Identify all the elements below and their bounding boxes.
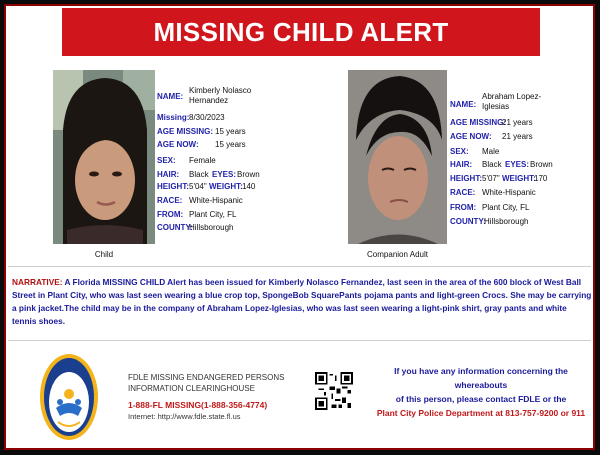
field-value: 5'07" bbox=[482, 174, 500, 183]
field-label: HEIGHT: bbox=[450, 174, 482, 183]
field-label: SEX: bbox=[157, 156, 176, 165]
hotline-number: 1-888-FL MISSING(1-888-356-4774) bbox=[128, 400, 268, 410]
companion-info bbox=[450, 88, 590, 238]
field-label: COUNTY: bbox=[450, 217, 486, 226]
field-value: Black bbox=[482, 160, 502, 169]
field-value: Hillsborough bbox=[484, 217, 529, 226]
companion-name: Abraham Lopez-Iglesias bbox=[482, 92, 542, 111]
child-name: Kimberly Nolasco Hernandez bbox=[189, 86, 252, 105]
field-value: Brown bbox=[237, 170, 260, 179]
field-label: Missing: bbox=[157, 113, 190, 122]
fdle-info bbox=[128, 372, 284, 422]
field-value: 5'04" bbox=[189, 182, 207, 191]
field-label: RACE: bbox=[450, 188, 476, 197]
field-label: AGE MISSING: bbox=[450, 118, 507, 127]
child-info bbox=[157, 82, 297, 242]
field-value: 170 bbox=[534, 174, 548, 183]
contact-line-1: If you have any information concerning the whereabouts bbox=[394, 366, 568, 390]
field-label: WEIGHT: bbox=[502, 174, 536, 183]
divider bbox=[8, 340, 591, 341]
field-label: COUNTY: bbox=[157, 223, 193, 232]
narrative bbox=[12, 276, 592, 328]
narrative-label: NARRATIVE: bbox=[12, 277, 63, 287]
field-value: Black bbox=[189, 170, 209, 179]
field-value: White-Hispanic bbox=[482, 188, 536, 197]
field-value: Brown bbox=[530, 160, 553, 169]
field-label: NAME: bbox=[157, 92, 184, 101]
field-value: 21 years bbox=[502, 118, 533, 127]
field-label: EYES: bbox=[505, 160, 530, 169]
field-label: FROM: bbox=[450, 203, 477, 212]
field-label: RACE: bbox=[157, 196, 183, 205]
org-line-2: INFORMATION CLEARINGHOUSE bbox=[128, 384, 255, 393]
companion-caption: Companion Adult bbox=[367, 250, 428, 259]
field-value: 15 years bbox=[215, 140, 246, 149]
clearinghouse-logo bbox=[38, 352, 100, 442]
field-label: WEIGHT: bbox=[209, 182, 243, 191]
contact-info bbox=[372, 364, 590, 420]
field-value: Plant City, FL bbox=[189, 210, 237, 219]
field-label: HEIGHT: bbox=[157, 182, 189, 191]
field-value: 140 bbox=[242, 182, 256, 191]
companion-photo bbox=[348, 70, 447, 244]
contact-line-2: of this person, please contact FDLE or the bbox=[395, 394, 567, 404]
field-value: 8/30/2023 bbox=[189, 113, 225, 122]
qr-code-icon[interactable] bbox=[315, 372, 353, 420]
narrative-text: A Florida MISSING CHILD Alert has been issued for Kimberly Nolasco Fernandez, last seen in the area of the 600 block of West Ball Street in Plant City, who was last seen wearing a blue crop top, SpongeBob SquarePants pojama pants and light-green Crocs. She may be carrying a pink jacket.The child may be in the company of Abraham Lopez-Iglesias, who was last seen wearing a light-pink shirt, gray pants and white tennis shoes. bbox=[12, 277, 592, 326]
org-line-1: FDLE MISSING ENDANGERED PERSONS bbox=[128, 373, 285, 382]
website-link[interactable]: Internet: http://www.fdle.state.fl.us bbox=[128, 412, 241, 421]
field-label: NAME: bbox=[450, 100, 477, 109]
field-label: HAIR: bbox=[450, 160, 473, 169]
alert-poster bbox=[4, 4, 595, 450]
field-value: Plant City, FL bbox=[482, 203, 530, 212]
field-value: 21 years bbox=[502, 132, 533, 141]
child-photo bbox=[53, 70, 155, 244]
field-label: EYES: bbox=[212, 170, 237, 179]
field-label: HAIR: bbox=[157, 170, 180, 179]
field-value: Female bbox=[189, 156, 216, 165]
divider bbox=[8, 266, 591, 267]
contact-line-3: Plant City Police Department at 813-757-9200 or 911 bbox=[376, 408, 586, 418]
field-label: SEX: bbox=[450, 147, 469, 156]
child-caption: Child bbox=[94, 250, 114, 259]
field-label: AGE MISSING: bbox=[157, 127, 214, 136]
field-value: Male bbox=[482, 147, 500, 156]
field-value: 15 years bbox=[215, 127, 246, 136]
field-label: AGE NOW: bbox=[157, 140, 199, 149]
field-label: FROM: bbox=[157, 210, 184, 219]
page-title: MISSING CHILD ALERT bbox=[62, 8, 540, 56]
field-value: White-Hispanic bbox=[189, 196, 243, 205]
field-label: AGE NOW: bbox=[450, 132, 492, 141]
field-value: Hillsborough bbox=[189, 223, 234, 232]
